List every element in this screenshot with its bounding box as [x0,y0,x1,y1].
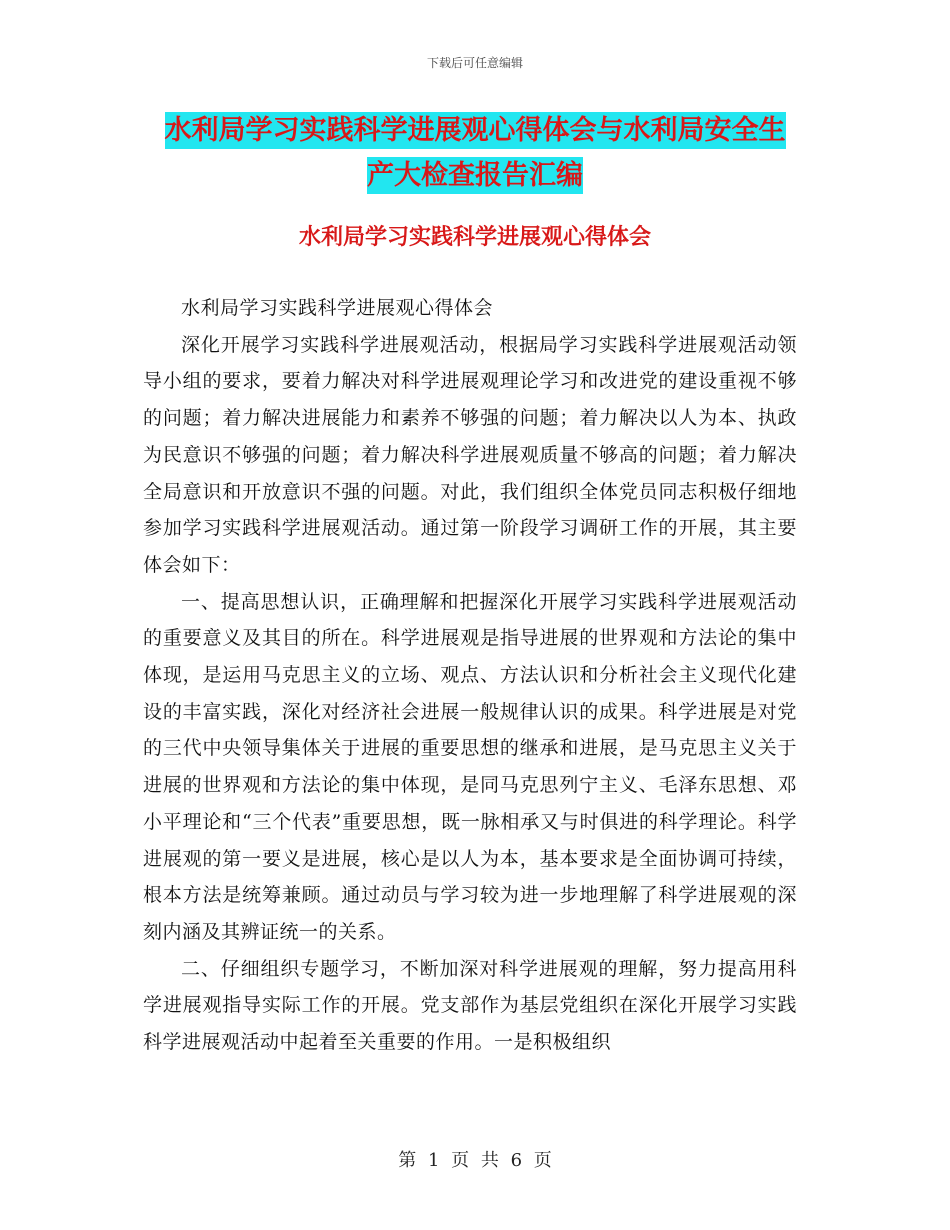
section-title: 水利局学习实践科学进展观心得体会 [298,225,651,250]
document-title-line-2: 产大检查报告汇编 [367,157,583,194]
body-paragraph: 水利局学习实践科学进展观心得体会 [181,297,494,319]
body-paragraph: 深化开展学习实践科学进展观活动，根据局学习实践科学进展观活动领导小组的要求，要着力解决对科学进展观理论学习和改进党的建设重视不够的问题；着力解决进展能力和素养不够强的问题；着力解决以人为本、执政为民意识不够强的问题；着力解决科学进展观质量不够高的问题；着力解决全局意识和开放意识不强的问题。对此，我们组织全体党员同志积极仔细地参加学习实践科学进展观活动。通过第一阶段学习调研工作的开展，其主要体会如下： [143,333,797,576]
document-body [143,290,797,1061]
header-note: 下载后可任意编辑 [426,56,523,70]
document-title [150,108,800,198]
document-title-line-1: 水利局学习实践科学进展观心得体会与水利局安全生 [165,112,786,149]
body-paragraph: 二、仔细组织专题学习，不断加深对科学进展观的理解，努力提高用科学进展观指导实际工作的开展。党支部作为基层党组织在深化开展学习实践科学进展观活动中起着至关重要的作用。一是积极组织 [143,957,797,1054]
body-paragraph: 一、提高思想认识，正确理解和把握深化开展学习实践科学进展观活动的重要意义及其目的所在。科学进展观是指导进展的世界观和方法论的集中体现，是运用马克思主义的立场、观点、方法认识和分析社会主义现代化建设的丰富实践，深化对经济社会进展一般规律认识的成果。科学进展是对党的三代中央领导集体关于进展的重要思想的继承和进展，是马克思主义关于进展的世界观和方法论的集中体现，是同马克思列宁主义、毛泽东思想、邓小平理论和“三个代表”重要思想，既一脉相承又与时俱进的科学理论。科学进展观的第一要义是进展，核心是以人为本，基本要求是全面协调可持续，根本方法是统筹兼顾。通过动员与学习较为进一步地理解了科学进展观的深刻内涵及其辨证统一的关系。 [143,590,797,943]
page-number-footer: 第 1 页 共 6 页 [398,1150,552,1171]
